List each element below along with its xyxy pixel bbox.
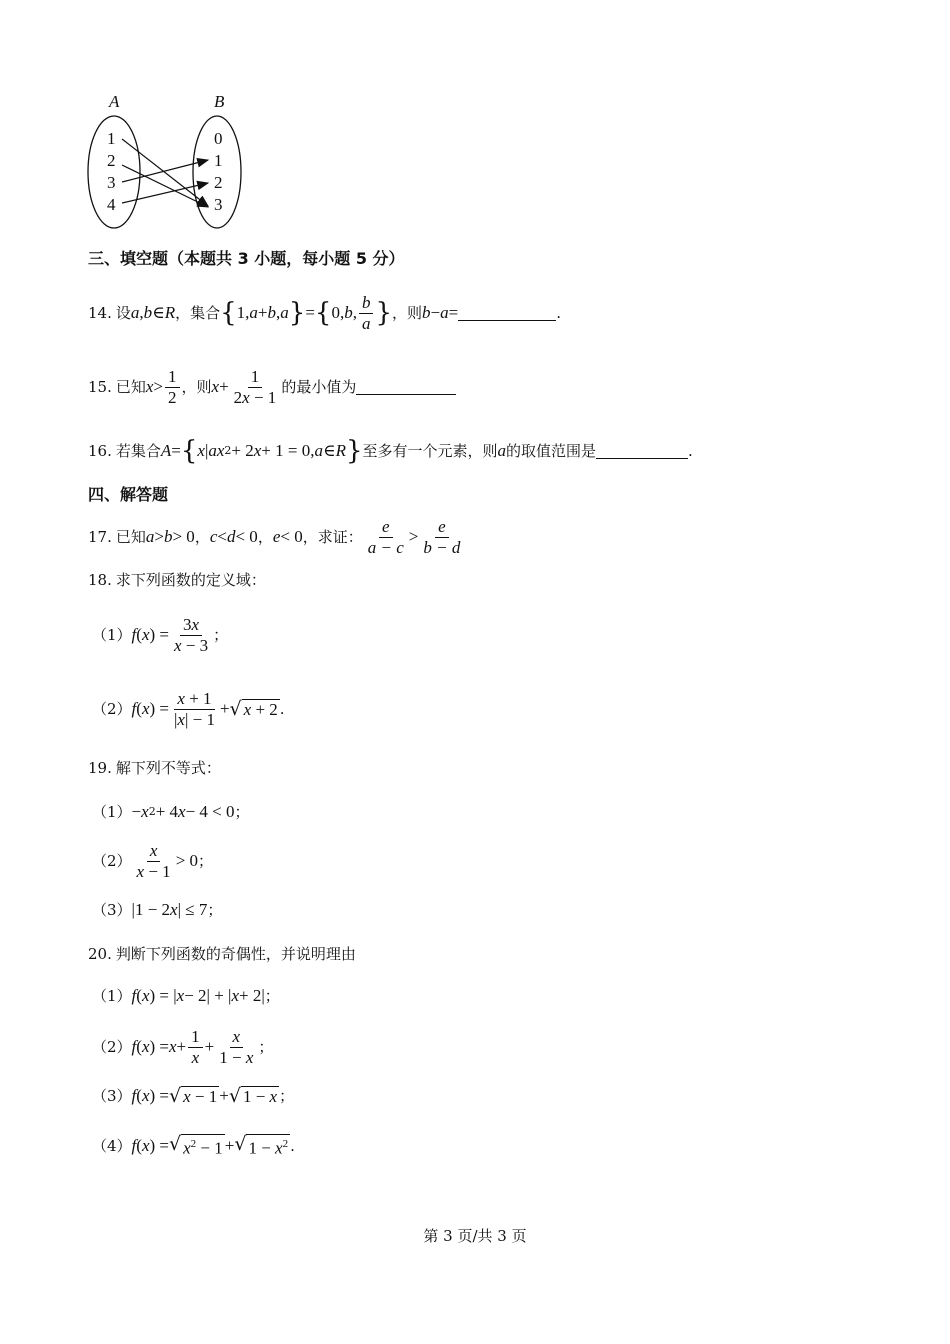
part-label: （1）	[92, 626, 132, 644]
q14-text: ，集合	[175, 304, 221, 322]
set-b-element: 2	[214, 173, 223, 192]
question-number: 18.	[88, 571, 112, 589]
part-label: （4）	[92, 1137, 132, 1155]
question-19-part-1: （1） − x 2 + 4 x − 4 < 0 ；	[92, 802, 250, 821]
sqrt-1-minus-x: √ 1 − x	[228, 1085, 278, 1107]
fraction-b-over-a: $\frac{b}{a}$	[359, 294, 374, 333]
fraction-one-over-2x-1: $\frac{1}{2x - 1}$	[233, 366, 277, 407]
q14-text: .	[556, 304, 561, 322]
fraction-3x-over-x-3: $\frac{3x}{x - 3}$	[174, 614, 209, 655]
part-label: （2）	[92, 700, 132, 718]
q15-text: 的最小值为	[281, 378, 357, 396]
sqrt-x-squared-minus-1: √ $x^2 - 1$	[169, 1133, 223, 1158]
part-label: （1）	[92, 987, 132, 1005]
question-17: 17. 已知 a > b > 0 ， c < d < 0 ， e < 0 ，求证： $\frac{e}{a - c}$ > $\frac{e}{b - d}$	[88, 514, 465, 560]
set-b-element: 1	[214, 151, 223, 170]
question-15: 15. 已知 x > $\frac{1}{2}$ ，则 x + $\frac{1}{2x - 1}$ 的最小值为	[88, 364, 456, 410]
fraction-x1-over-absx-1: $\frac{x + 1}{|x| - 1}$	[174, 688, 215, 729]
section-heading-solutions: 四、解答题	[88, 485, 169, 504]
set-a-label: A	[109, 92, 120, 111]
question-18-part-1: （1） f ( x ) = $\frac{3x}{x - 3}$ ；	[92, 614, 229, 655]
sqrt-1-minus-x-squared: √ $1 - x^2$	[234, 1133, 289, 1158]
question-18	[88, 570, 266, 590]
q19-text: 解下列不等式：	[115, 759, 221, 777]
fraction-x-over-x-1: $\frac{x}{x - 1}$	[136, 840, 171, 881]
part-label: （2）	[92, 1038, 132, 1056]
question-14: 14. 设 a , b ∈ R ，集合 { 1, a + b , a } = { 0, b , $\frac{b}{a}$ } ，则 b − a = .	[88, 292, 561, 333]
q14-text: ，则	[392, 304, 423, 322]
question-number: 20.	[88, 945, 112, 963]
part-label: （2）	[92, 852, 132, 870]
set-a-element: 4	[107, 195, 116, 214]
question-number: 14.	[88, 304, 112, 322]
question-20-part-2: （2） f ( x ) = x + $\frac{1}{x}$ + $\frac{x}{1 - x}$ ；	[92, 1026, 274, 1067]
mapping-diagram	[80, 92, 260, 232]
question-19	[88, 758, 221, 778]
question-number: 17.	[88, 528, 112, 546]
question-19-part-2: （2） $\frac{x}{x - 1}$ > 0 ；	[92, 840, 214, 881]
question-20-part-1: （1） f ( x ) = | x − 2| + | x + 2| ；	[92, 986, 280, 1005]
part-label: （3）	[92, 1087, 132, 1105]
part-label: （1）	[92, 803, 132, 821]
q16-text: .	[688, 442, 693, 460]
q17-text: ，	[194, 528, 210, 546]
set-b-element: 0	[214, 129, 223, 148]
q14-text: 设	[115, 304, 131, 322]
q16-text: 的取值范围是	[506, 442, 597, 460]
q15-text: ，则	[181, 378, 212, 396]
question-number: 16.	[88, 442, 112, 460]
q17-text: ，	[257, 528, 273, 546]
set-a-element: 2	[107, 151, 116, 170]
q17-text: ，求证：	[302, 528, 363, 546]
q16-text: 若集合	[115, 442, 161, 460]
question-number: 19.	[88, 759, 112, 777]
set-b-element: 3	[214, 195, 223, 214]
answer-blank	[458, 306, 556, 321]
question-number: 15.	[88, 378, 112, 396]
set-b-label: B	[214, 92, 225, 111]
sqrt-x-plus-2: √ x + 2	[229, 698, 278, 720]
question-18-part-2: （2） f ( x ) = $\frac{x + 1}{|x| - 1}$ + √ x + 2 .	[92, 688, 285, 729]
fraction-1-over-x: $\frac{1}{x}$	[188, 1028, 203, 1067]
fraction-e-over-b-d: $\frac{e}{b - d}$	[423, 516, 461, 557]
section-heading-fill-in: 三、填空题（本题共 3 小题，每小题 5 分）	[88, 249, 405, 268]
answer-blank	[596, 444, 688, 459]
question-20-part-4: （4） f ( x ) = √ $x^2 - 1$ + √ $1 - x^2$ .	[92, 1133, 295, 1158]
sqrt-x-minus-1: √ x − 1	[169, 1085, 218, 1107]
fraction-e-over-a-c: $\frac{e}{a - c}$	[367, 516, 404, 557]
set-a-element: 3	[107, 173, 116, 192]
question-19-part-3: （3） |1 − 2 x | ≤ 7 ；	[92, 900, 223, 919]
q14-math-ab-in-r: a	[130, 303, 140, 322]
question-20-part-3: （3） f ( x ) = √ x − 1 + √ 1 − x ；	[92, 1085, 295, 1107]
q16-text: 至多有一个元素，则	[362, 442, 498, 460]
set-a-element: 1	[107, 129, 116, 148]
fraction-x-over-1-x: $\frac{x}{1 - x}$	[219, 1026, 254, 1067]
fraction-one-half: $\frac{1}{2}$	[165, 368, 180, 407]
q20-text: 判断下列函数的奇偶性，并说明理由	[115, 945, 356, 963]
answer-blank	[356, 380, 456, 395]
q17-text: 已知	[115, 528, 146, 546]
q18-text: 求下列函数的定义域：	[115, 571, 266, 589]
question-16: 16. 若集合 A = { x | ax 2 + 2 x + 1 = 0, a ∈ R } 至多有一个元素，则 a 的取值范围是 .	[88, 436, 693, 466]
page-footer: 第 3 页/共 3 页	[423, 1227, 527, 1245]
q15-text: 已知	[115, 378, 146, 396]
part-label: （3）	[92, 901, 132, 919]
question-20	[88, 944, 356, 964]
